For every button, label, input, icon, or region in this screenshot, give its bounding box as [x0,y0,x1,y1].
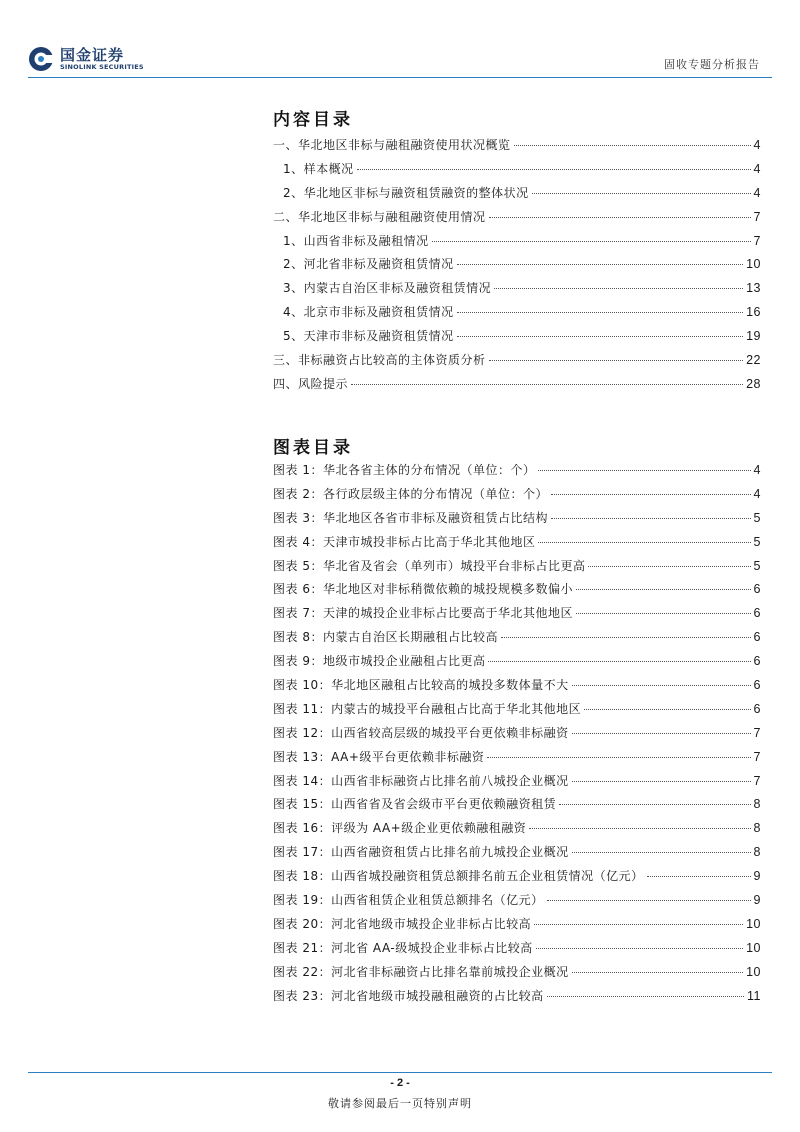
figure-entry[interactable] [273,963,761,987]
figure-entry-label: 图表 5：华北省及省会（单列市）城投平台非标占比更高 [273,558,586,573]
figure-entry-label: 图表 22：河北省非标融资占比排名靠前城投企业概况 [273,964,569,979]
contents-entry-page: 28 [746,376,761,391]
figure-entry-page: 7 [753,773,761,788]
figure-entry[interactable] [273,533,761,557]
figure-entry-page: 6 [753,654,761,669]
dot-leader [489,217,751,218]
figure-entry[interactable] [273,867,761,891]
figure-entry-page: 6 [753,630,761,645]
contents-entry[interactable] [273,303,761,327]
figure-entry-label: 图表 4：天津市城投非标占比高于华北其他地区 [273,534,536,549]
contents-entry-page: 4 [753,138,761,152]
figure-entry-label: 图表 9：地级市城投企业融租占比更高 [273,654,486,669]
figure-entry[interactable] [273,676,761,700]
figure-entry-label: 图表 17：山西省融资租赁占比排名前九城投企业概况 [273,845,569,860]
figure-entry[interactable] [273,509,761,533]
dot-leader [536,948,743,949]
figure-entry-page: 5 [753,534,761,549]
contents-entry-page: 10 [746,257,761,272]
contents-entry-label: 4、北京市非标及融资租赁情况 [283,305,454,320]
brand-name-en: SINOLINK SECURITIES [60,63,144,71]
figure-entry-label: 图表 6：华北地区对非标稍微依赖的城投规模多数偏小 [273,582,573,597]
figure-entry[interactable] [273,628,761,652]
contents-title: 内容目录 [273,110,353,130]
contents-entry[interactable] [273,136,761,160]
contents-entry[interactable] [273,208,761,232]
contents-entry[interactable] [273,184,761,208]
contents-entry-label: 2、华北地区非标与融资租赁融资的整体状况 [283,185,529,200]
footer-divider [28,1072,772,1073]
figure-entry-page: 10 [746,964,761,979]
contents-entry[interactable] [273,375,761,399]
figure-entry-page: 9 [753,869,761,884]
figure-entry-page: 4 [753,463,761,477]
dot-leader [457,264,743,265]
contents-entry-page: 7 [753,209,761,224]
figure-entry-label: 图表 2：各行政层级主体的分布情况（单位：个） [273,486,548,501]
dot-leader [572,685,751,686]
figure-entry-page: 6 [753,606,761,621]
figure-entry-page: 7 [753,725,761,740]
dot-leader [489,360,744,361]
dot-leader [576,613,751,614]
brand-logo [28,42,148,76]
figure-entry-page: 5 [753,558,761,573]
figure-entry[interactable] [273,795,761,819]
dot-leader [547,996,744,997]
dot-leader [457,312,743,313]
figure-entry-label: 图表 18：山西省城投融资租赁总额排名前五企业租赁情况（亿元） [273,869,644,884]
figure-entry-page: 6 [753,582,761,597]
dot-leader [559,804,750,805]
dot-leader [538,470,750,471]
contents-entry-page: 7 [753,233,761,248]
dot-leader [487,757,750,758]
dot-leader [494,288,743,289]
figure-entry-label: 图表 12：山西省较高层级的城投平台更依赖非标融资 [273,725,569,740]
contents-entry-label: 3、内蒙古自治区非标及融资租赁情况 [283,281,492,296]
figure-entry-label: 图表 13：AA+级平台更依赖非标融资 [273,749,485,764]
contents-entry-page: 22 [746,353,761,368]
figure-entry-label: 图表 11：内蒙古的城投平台融租占比高于华北其他地区 [273,701,582,716]
figure-entry[interactable] [273,939,761,963]
dot-leader [547,900,751,901]
dot-leader [351,384,743,385]
dot-leader [514,145,751,146]
contents-entry[interactable] [273,255,761,279]
contents-entry-label: 二、华北地区非标与融租融资使用情况 [273,209,486,224]
figure-entry-label: 图表 14：山西省非标融资占比排名前八城投企业概况 [273,773,569,788]
contents-entry-page: 16 [746,305,761,320]
figures-list [273,461,761,1010]
contents-entry-page: 4 [753,161,761,176]
figure-entry-label: 图表 1：华北各省主体的分布情况（单位：个） [273,463,536,477]
dot-leader [647,876,751,877]
sinolink-logo-icon [28,46,54,72]
figure-entry-page: 4 [753,486,761,501]
contents-entry[interactable] [273,279,761,303]
contents-entry[interactable] [273,351,761,375]
figure-entry-label: 图表 16：评级为 AA+级企业更依赖融租融资 [273,821,527,836]
brand-name-cn: 国金证券 [60,46,125,64]
dot-leader [588,566,750,567]
contents-list [273,136,761,399]
dot-leader [572,852,751,853]
dot-leader [572,972,744,973]
figure-entry-page: 9 [753,893,761,908]
contents-entry[interactable] [273,232,761,256]
figure-entry-page: 8 [753,845,761,860]
contents-entry-label: 1、样本概况 [283,161,354,176]
figure-entry[interactable] [273,580,761,604]
figure-entry-page: 8 [753,797,761,812]
page-header [0,0,800,80]
figure-entry[interactable] [273,891,761,915]
contents-entry-page: 13 [746,281,761,296]
figure-entry[interactable] [273,485,761,509]
dot-leader [534,924,743,925]
dot-leader [432,241,751,242]
dot-leader [538,542,750,543]
header-divider [28,77,772,78]
dot-leader [457,336,743,337]
figure-entry-page: 5 [753,510,761,525]
figure-entry[interactable] [273,819,761,843]
figure-entry-label: 图表 3：华北地区各省市非标及融资租赁占比结构 [273,510,548,525]
figure-entry[interactable] [273,557,761,581]
figure-entry-label: 图表 23：河北省地级市城投融租融资的占比较高 [273,988,544,1003]
figure-entry-page: 10 [746,916,761,931]
contents-entry-label: 1、山西省非标及融租情况 [283,233,429,248]
figure-entry[interactable] [273,724,761,748]
figure-entry-page: 6 [753,701,761,716]
figure-entry[interactable] [273,748,761,772]
figure-entry-label: 图表 15：山西省省及省会级市平台更依赖融资租赁 [273,797,557,812]
dot-leader [572,781,751,782]
dot-leader [488,661,750,662]
dot-leader [357,169,751,170]
dot-leader [532,193,751,194]
dot-leader [529,828,750,829]
contents-entry-page: 4 [753,185,761,200]
dot-leader [576,589,751,590]
figure-entry-page: 8 [753,821,761,836]
figure-entry-label: 图表 20：河北省地级市城投企业非标占比较高 [273,916,532,931]
figure-entry-label: 图表 8：内蒙古自治区长期融租占比较高 [273,630,498,645]
contents-entry-label: 一、华北地区非标与融租融资使用状况概览 [273,138,511,152]
figure-entry[interactable] [273,461,761,485]
figure-entry[interactable] [273,772,761,796]
figure-entry-page: 10 [746,940,761,955]
figure-entry-page: 11 [747,988,761,1003]
figure-entry[interactable] [273,700,761,724]
figure-entry[interactable] [273,652,761,676]
figure-entry[interactable] [273,987,761,1011]
figure-entry-label: 图表 10：华北地区融租占比较高的城投多数体量不大 [273,678,569,693]
figure-entry-label: 图表 21：河北省 AA-级城投企业非标占比较高 [273,940,533,955]
dot-leader [551,518,751,519]
contents-entry[interactable] [273,160,761,184]
figure-entry[interactable] [273,843,761,867]
disclaimer: 敬请参阅最后一页特别声明 [328,1097,472,1110]
figure-entry-page: 6 [753,678,761,693]
contents-entry-label: 三、非标融资占比较高的主体资质分析 [273,353,486,368]
figure-entry-label: 图表 7：天津的城投企业非标占比要高于华北其他地区 [273,606,573,621]
contents-entry-page: 19 [746,329,761,344]
figure-entry-label: 图表 19：山西省租赁企业租赁总额排名（亿元） [273,893,544,908]
figure-entry[interactable] [273,915,761,939]
contents-entry[interactable] [273,327,761,351]
contents-entry-label: 5、天津市非标及融资租赁情况 [283,329,454,344]
figure-entry-page: 7 [753,749,761,764]
page-number: - 2 - [390,1077,410,1089]
contents-entry-label: 2、河北省非标及融资租赁情况 [283,257,454,272]
figures-title: 图表目录 [273,438,353,458]
dot-leader [584,709,750,710]
figure-entry[interactable] [273,604,761,628]
dot-leader [572,733,751,734]
dot-leader [501,637,751,638]
contents-entry-label: 四、风险提示 [273,376,349,391]
dot-leader [551,494,751,495]
report-type: 固收专题分析报告 [664,58,760,71]
